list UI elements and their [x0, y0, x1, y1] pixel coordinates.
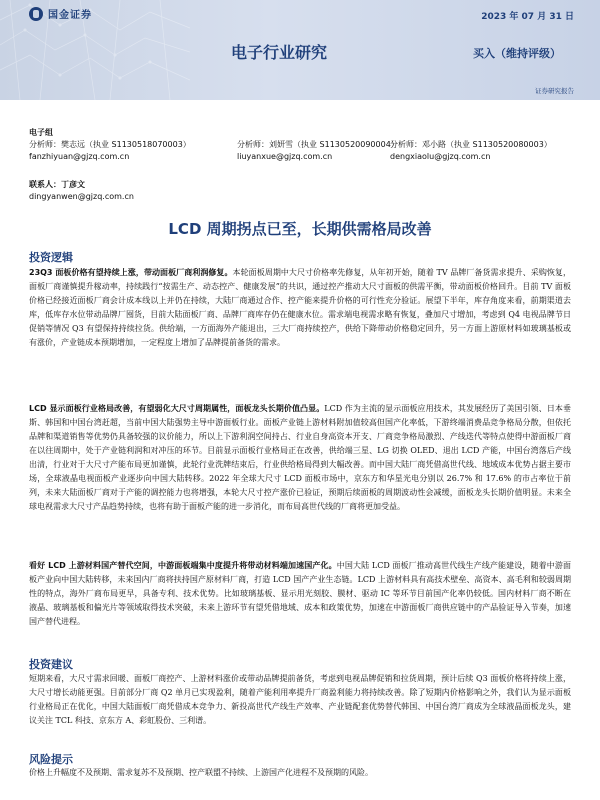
analyst-email-1: fanzhiyuan@gjzq.com.cn: [29, 152, 130, 161]
section-heading-logic: 投资逻辑: [29, 251, 73, 264]
logic-paragraph-1: [29, 266, 571, 350]
logic-paragraph-2-lead: LCD 显示面板行业格局改善，有望弱化大尺寸周期属性，面板龙头长期价值凸显。: [29, 404, 325, 413]
logic-paragraph-1-lead: 23Q3 面板价格有望持续上涨，带动面板厂商利润修复。: [29, 268, 233, 277]
contact-email: dingyanwen@gjzq.com.cn: [29, 192, 134, 201]
logic-paragraph-2-body: LCD 作为主流的显示面板应用技术，其发展经历了美国引领、日本垂斯、韩国和中国台湾赶超，当前中国大陆强势主导中游面板行业。面板产业链上游材料附加值较高但国产化率低，下游终端消费品竞争格局分散，但依托品牌和渠道销售等优势仍具备较强的议价能力，所以上下游利润空间持占、行业自身高资本开支、厂商竞争格局激烈、产线迭代等特点使得中游面板厂商在以往周期中，处于产业链利润和对冲压的环节。目前显示面板行业格局正在改善，供给端三星、LG 切换 OLED、退出 LCD 产能，中国台湾落后产线出清，行业对于大尺寸产能布局更加谨慎，此轮行业洗牌结束后，行业供给格局得到大幅改善。而中国大陆厂商凭借高世代线、地域成本优势占据主要市场，全球液晶电视面板产业逐步向中国大陆转移。2022 年全球大尺寸 LCD 面板市场中，京东方和华星光电分别以 26.7% 和 17.6% 的市占率位于前列，未来大陆面板厂商对于产能的调控能力也将增强，本轮大尺寸控产涨价已验证，预期后续面板的周期波动性会减缓，面板龙头长期价值明显。未来全球电视需求大尺寸产品趋势持续，也将有助于面板产能的进一步消化，而布局高世代线的厂商将更加受益。: [29, 404, 571, 511]
report-type-label: 证券研究报告: [535, 87, 574, 95]
rating-label: 买入（维持评级）: [473, 47, 561, 60]
risk-paragraph: 价格上升幅度不及预期、需求复苏不及预期、控产联盟不持续、上游国产化进程不及预期的风险。: [29, 768, 373, 777]
contact-name: 联系人：丁彦文: [29, 180, 85, 189]
analyst-name-2: 分析师：刘妍雪（执业 S1130520090004）: [237, 140, 399, 149]
report-header: [0, 0, 600, 100]
logic-paragraph-3-body: 中国大陆 LCD 面板厂推动高世代线生产线产能建设，随着中游面板产业向中国大陆转移，未来国内厂商将扶持国产原材料厂商，打造 LCD 国产产业生态链。LCD 上游材料具有高技术壁垒、高资本、高毛利和较弱周期性的特点，海外厂商布局更早，具备专利、技术优势。比如玻璃基板、显示用光刻胶、膜材、驱动 IC 等环节目前国产化率仍较低。国内材料厂商不断在液晶、玻璃基板和偏光片等领域取得技术突破，未来上游环节有望凭借地域、成本和政策优势，加速在中游面板厂商供应链中的产品验证导入节奏，加速国产替代进程。: [29, 561, 571, 626]
analyst-name-3: 分析师：邓小路（执业 S1130520080003）: [390, 140, 552, 149]
logic-paragraph-2: [29, 402, 571, 514]
guojin-logo-icon: [29, 7, 43, 21]
logic-paragraph-3-lead: 看好 LCD 上游材料国产替代空间，中游面板端集中度提升将带动材料端加速国产化。: [29, 561, 337, 570]
analyst-email-2: liuyanxue@gjzq.com.cn: [237, 152, 333, 161]
analyst-group: 电子组: [29, 128, 53, 137]
section-heading-advice: 投资建议: [29, 658, 73, 671]
analyst-email-3: dengxiaolu@gjzq.com.cn: [390, 152, 491, 161]
report-title: 电子行业研究: [231, 43, 328, 62]
brand-logo: [29, 6, 92, 21]
logic-paragraph-3: [29, 559, 571, 629]
advice-paragraph: 短期来看，大尺寸需求回暖、面板厂商控产、上游材料涨价或带动品牌提前备货，考虑到电视品牌促销和拉货周期，预计后续 Q3 面板价格将持续上涨，大尺寸增长动能更强。目前部分厂商 Q2 单月已实现盈利，随着产能利用率提升厂商盈利能力将持续改善。除了短期内价格影响之外，我们认为显示面板行业格局正在优化，中国大陆面板厂商凭借成本竞争力、新投高世代产线生产效率、产业链配套优势替代韩国、中国台湾厂商成为全球液晶面板龙头，建议关注 TCL 科技、京东方 A、彩虹股份、三利谱。: [29, 674, 571, 725]
logic-paragraph-1-body: 本轮面板周期中大尺寸价格率先修复，从年初开始，随着 TV 品牌厂备货需求提升、采购恢复，面板厂商谨慎提升稼动率，持续践行“按需生产、动态控产、健康发展”的共识，通过控产推动大尺寸面板的供需平衡，带动面板价格回升。目前 TV 面板价格已经接近面板厂商会计成本线以上并仍在持续，大陆厂商通过合作、控产能来提升价格的可行性充分验证。展望下半年，库存角度来看，前期渠道去库，低库存水位带动品牌厂囤货，目前大陆面板厂商、品牌厂商库存仍在健康水位。需求端电视需求略有恢复，叠加尺寸增加，考虑到 Q4 电视品牌节日促销等情况 Q3 有望保持持续拉货。供给端，一方面海外产能退出，三大厂商持续控产，供给下降带动价格稳定回升，另一方面上游原材料如玻璃基板或有涨价，产业链成本预期增加，一定程度上增加了品牌提前备货的需求。: [29, 268, 571, 347]
analyst-name-1: 分析师：樊志远（执业 S1130518070003）: [29, 140, 191, 149]
main-title: LCD 周期拐点已至，长期供需格局改善: [168, 220, 432, 238]
report-date: 2023 年 07 月 31 日: [481, 12, 574, 22]
section-heading-risk: 风险提示: [29, 753, 73, 766]
brand-name: 国金证券: [48, 10, 92, 21]
